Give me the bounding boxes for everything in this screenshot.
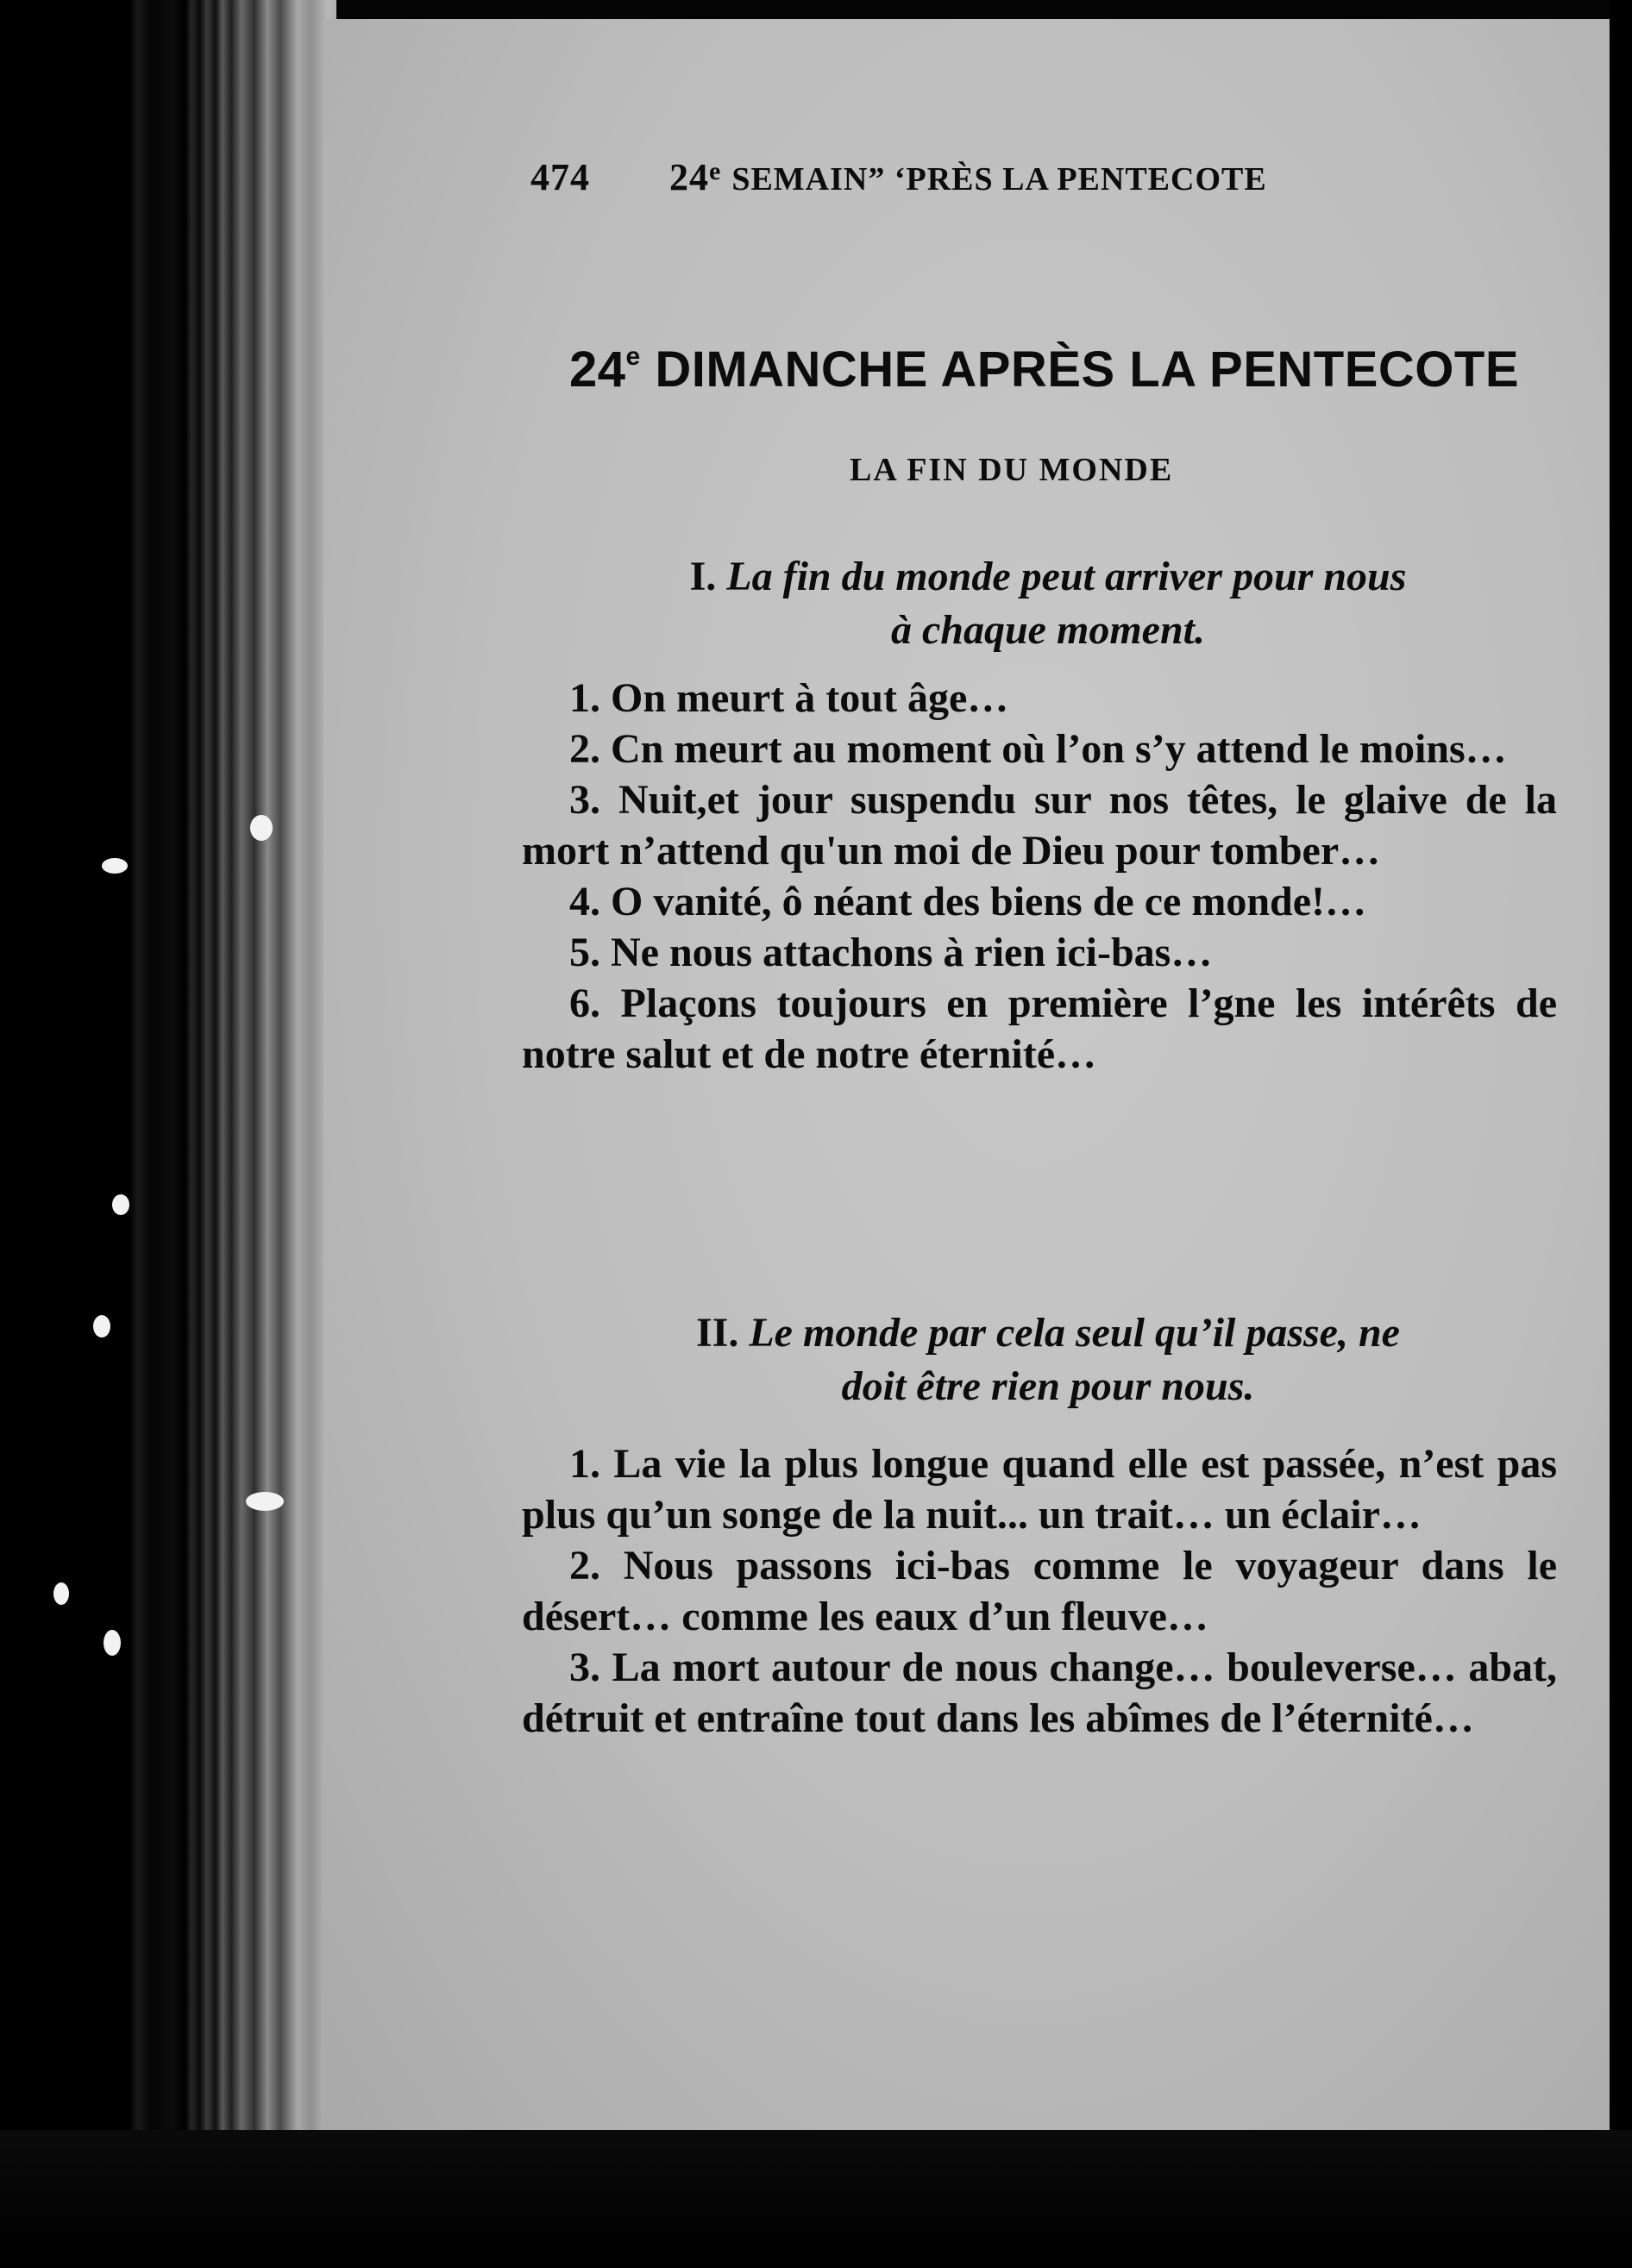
list-item: 4. O vanité, ô néant des biens de ce monde!…	[569, 879, 1366, 924]
chapter-title-text: DIMANCHE APRÈS LA PENTECOTE	[655, 341, 1520, 398]
dust-speck	[246, 1492, 284, 1511]
dust-speck	[250, 815, 273, 841]
scan-border	[0, 0, 336, 2268]
list-item: 6. Plaçons toujours en première l’gne les intérêts de notre salut et de notre éternité…	[522, 981, 1557, 1077]
dust-speck	[112, 1194, 129, 1215]
scan-bottom-edge	[0, 2130, 1632, 2268]
section-numeral: II.	[696, 1310, 739, 1356]
list-item: 1. On meurt à tout âge…	[569, 675, 1009, 721]
section-heading	[530, 1306, 1566, 1413]
section-body	[522, 1438, 1557, 1744]
list-item: 2. Cn meurt au moment où l’on s’y attend le moins…	[569, 726, 1507, 772]
list-item: 1. La vie la plus longue quand elle est passée, n’est pas plus qu’un songe de la nuit... un trait… un éclair…	[522, 1441, 1557, 1538]
dust-speck	[102, 858, 128, 874]
section-heading-text: Le monde par cela seul qu’il passe, ne	[749, 1310, 1400, 1356]
running-header	[530, 155, 1267, 199]
dust-speck	[53, 1582, 69, 1605]
section-heading-text: La fin du monde peut arriver pour nous	[726, 554, 1407, 599]
running-header-ordinal: 24	[669, 156, 709, 198]
list-item: 2. Nous passons ici-bas comme le voyageur dans le désert… comme les eaux d’un fleuve…	[522, 1543, 1557, 1639]
chapter-ordinal-sup: e	[625, 342, 641, 371]
chapter-title	[569, 341, 1519, 398]
section-heading-line: doit être rien pour nous.	[841, 1363, 1255, 1409]
section-heading	[530, 550, 1566, 657]
running-header-text: SEMAIN” ‘PRÈS LA PENTECOTE	[731, 161, 1267, 197]
chapter-subtitle: LA FIN DU MONDE	[850, 452, 1174, 488]
section-numeral: I.	[689, 554, 717, 599]
list-item: 3. Nuit,et jour suspendu sur nos têtes, le glaive de la mort n’attend qu'un moi de Dieu pour tomber…	[522, 777, 1557, 874]
dust-speck	[93, 1315, 110, 1338]
section-heading-line	[530, 550, 1566, 604]
running-header-ordinal-sup: e	[709, 157, 722, 185]
list-item: 5. Ne nous attachons à rien ici-bas…	[569, 930, 1213, 975]
section-heading-line: à chaque moment.	[890, 607, 1205, 653]
scan-right-edge	[1610, 0, 1632, 2268]
dust-speck	[104, 1630, 121, 1656]
section-body	[522, 673, 1557, 1080]
page-number: 474	[530, 156, 590, 198]
chapter-ordinal: 24	[569, 341, 626, 398]
list-item: 3. La mort autour de nous change… bouleverse… abat, détruit et entraîne tout dans les abîmes de l’éternité…	[522, 1645, 1557, 1741]
section-heading-line	[530, 1306, 1566, 1360]
